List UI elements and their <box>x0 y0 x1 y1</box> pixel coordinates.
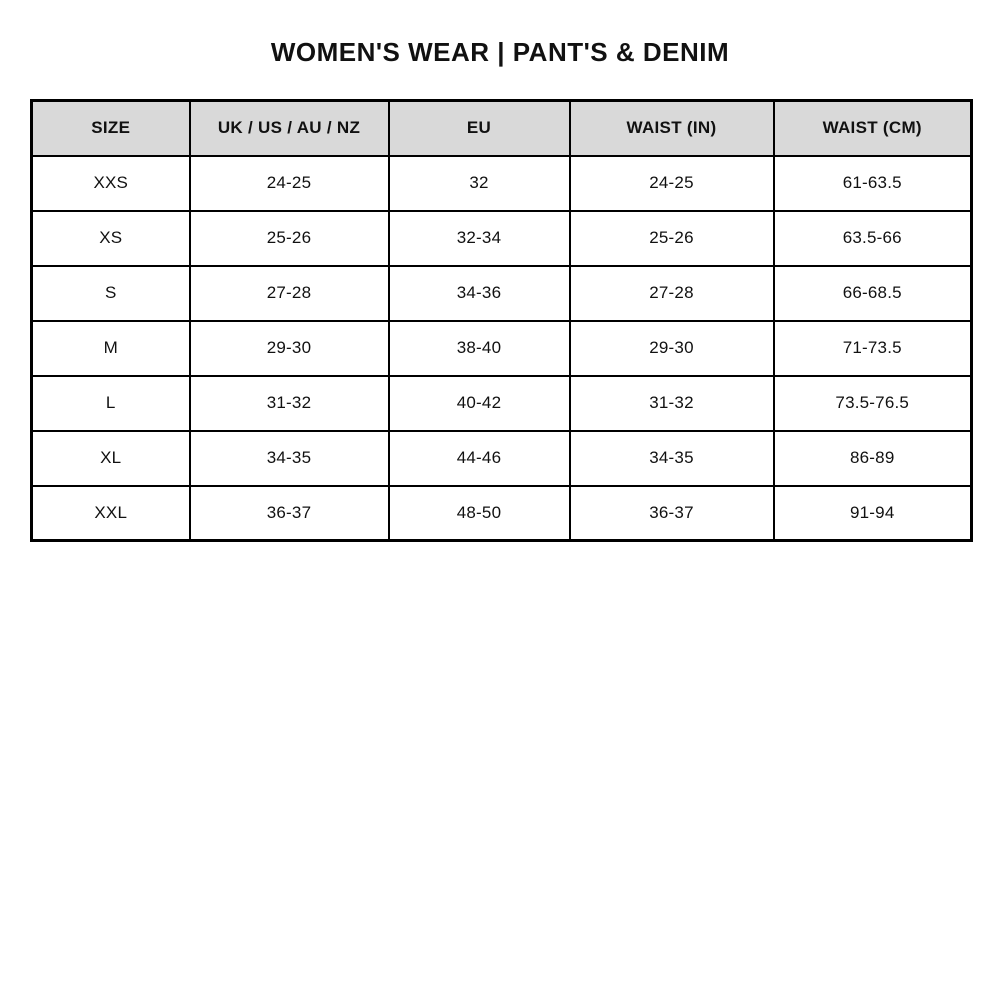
table-cell: 48-50 <box>389 486 570 541</box>
table-cell: 61-63.5 <box>774 156 972 211</box>
table-cell: 31-32 <box>570 376 774 431</box>
header-cell: SIZE <box>32 101 190 156</box>
table-cell: 40-42 <box>389 376 570 431</box>
table-cell: L <box>32 376 190 431</box>
table-cell: 31-32 <box>190 376 389 431</box>
table-row <box>32 486 972 541</box>
size-chart-body <box>32 156 972 541</box>
table-cell: M <box>32 321 190 376</box>
table-row <box>32 266 972 321</box>
table-row <box>32 431 972 486</box>
table-cell: 38-40 <box>389 321 570 376</box>
header-cell: UK / US / AU / NZ <box>190 101 389 156</box>
table-cell: 25-26 <box>570 211 774 266</box>
table-cell: XL <box>32 431 190 486</box>
table-cell: 91-94 <box>774 486 972 541</box>
table-cell: 27-28 <box>570 266 774 321</box>
table-cell: 66-68.5 <box>774 266 972 321</box>
table-cell: 34-35 <box>190 431 389 486</box>
table-row <box>32 211 972 266</box>
table-cell: 25-26 <box>190 211 389 266</box>
table-cell: 71-73.5 <box>774 321 972 376</box>
table-cell: 34-35 <box>570 431 774 486</box>
header-cell: WAIST (IN) <box>570 101 774 156</box>
table-cell: 29-30 <box>190 321 389 376</box>
header-cell: WAIST (CM) <box>774 101 972 156</box>
table-cell: 32-34 <box>389 211 570 266</box>
table-cell: 73.5-76.5 <box>774 376 972 431</box>
table-cell: S <box>32 266 190 321</box>
size-chart-header-row <box>32 101 972 156</box>
table-cell: XXL <box>32 486 190 541</box>
table-cell: 86-89 <box>774 431 972 486</box>
table-cell: 34-36 <box>389 266 570 321</box>
table-cell: 36-37 <box>190 486 389 541</box>
table-cell: 63.5-66 <box>774 211 972 266</box>
table-cell: 24-25 <box>190 156 389 211</box>
table-cell: 44-46 <box>389 431 570 486</box>
table-row <box>32 376 972 431</box>
table-cell: 36-37 <box>570 486 774 541</box>
table-cell: XS <box>32 211 190 266</box>
header-cell: EU <box>389 101 570 156</box>
page-title: WOMEN'S WEAR | PANT'S & DENIM <box>270 37 730 67</box>
table-row <box>32 321 972 376</box>
table-cell: 27-28 <box>190 266 389 321</box>
table-cell: 32 <box>389 156 570 211</box>
table-cell: 24-25 <box>570 156 774 211</box>
table-row <box>32 156 972 211</box>
table-cell: 29-30 <box>570 321 774 376</box>
table-cell: XXS <box>32 156 190 211</box>
header-row <box>32 101 972 156</box>
size-chart-table <box>30 99 973 542</box>
